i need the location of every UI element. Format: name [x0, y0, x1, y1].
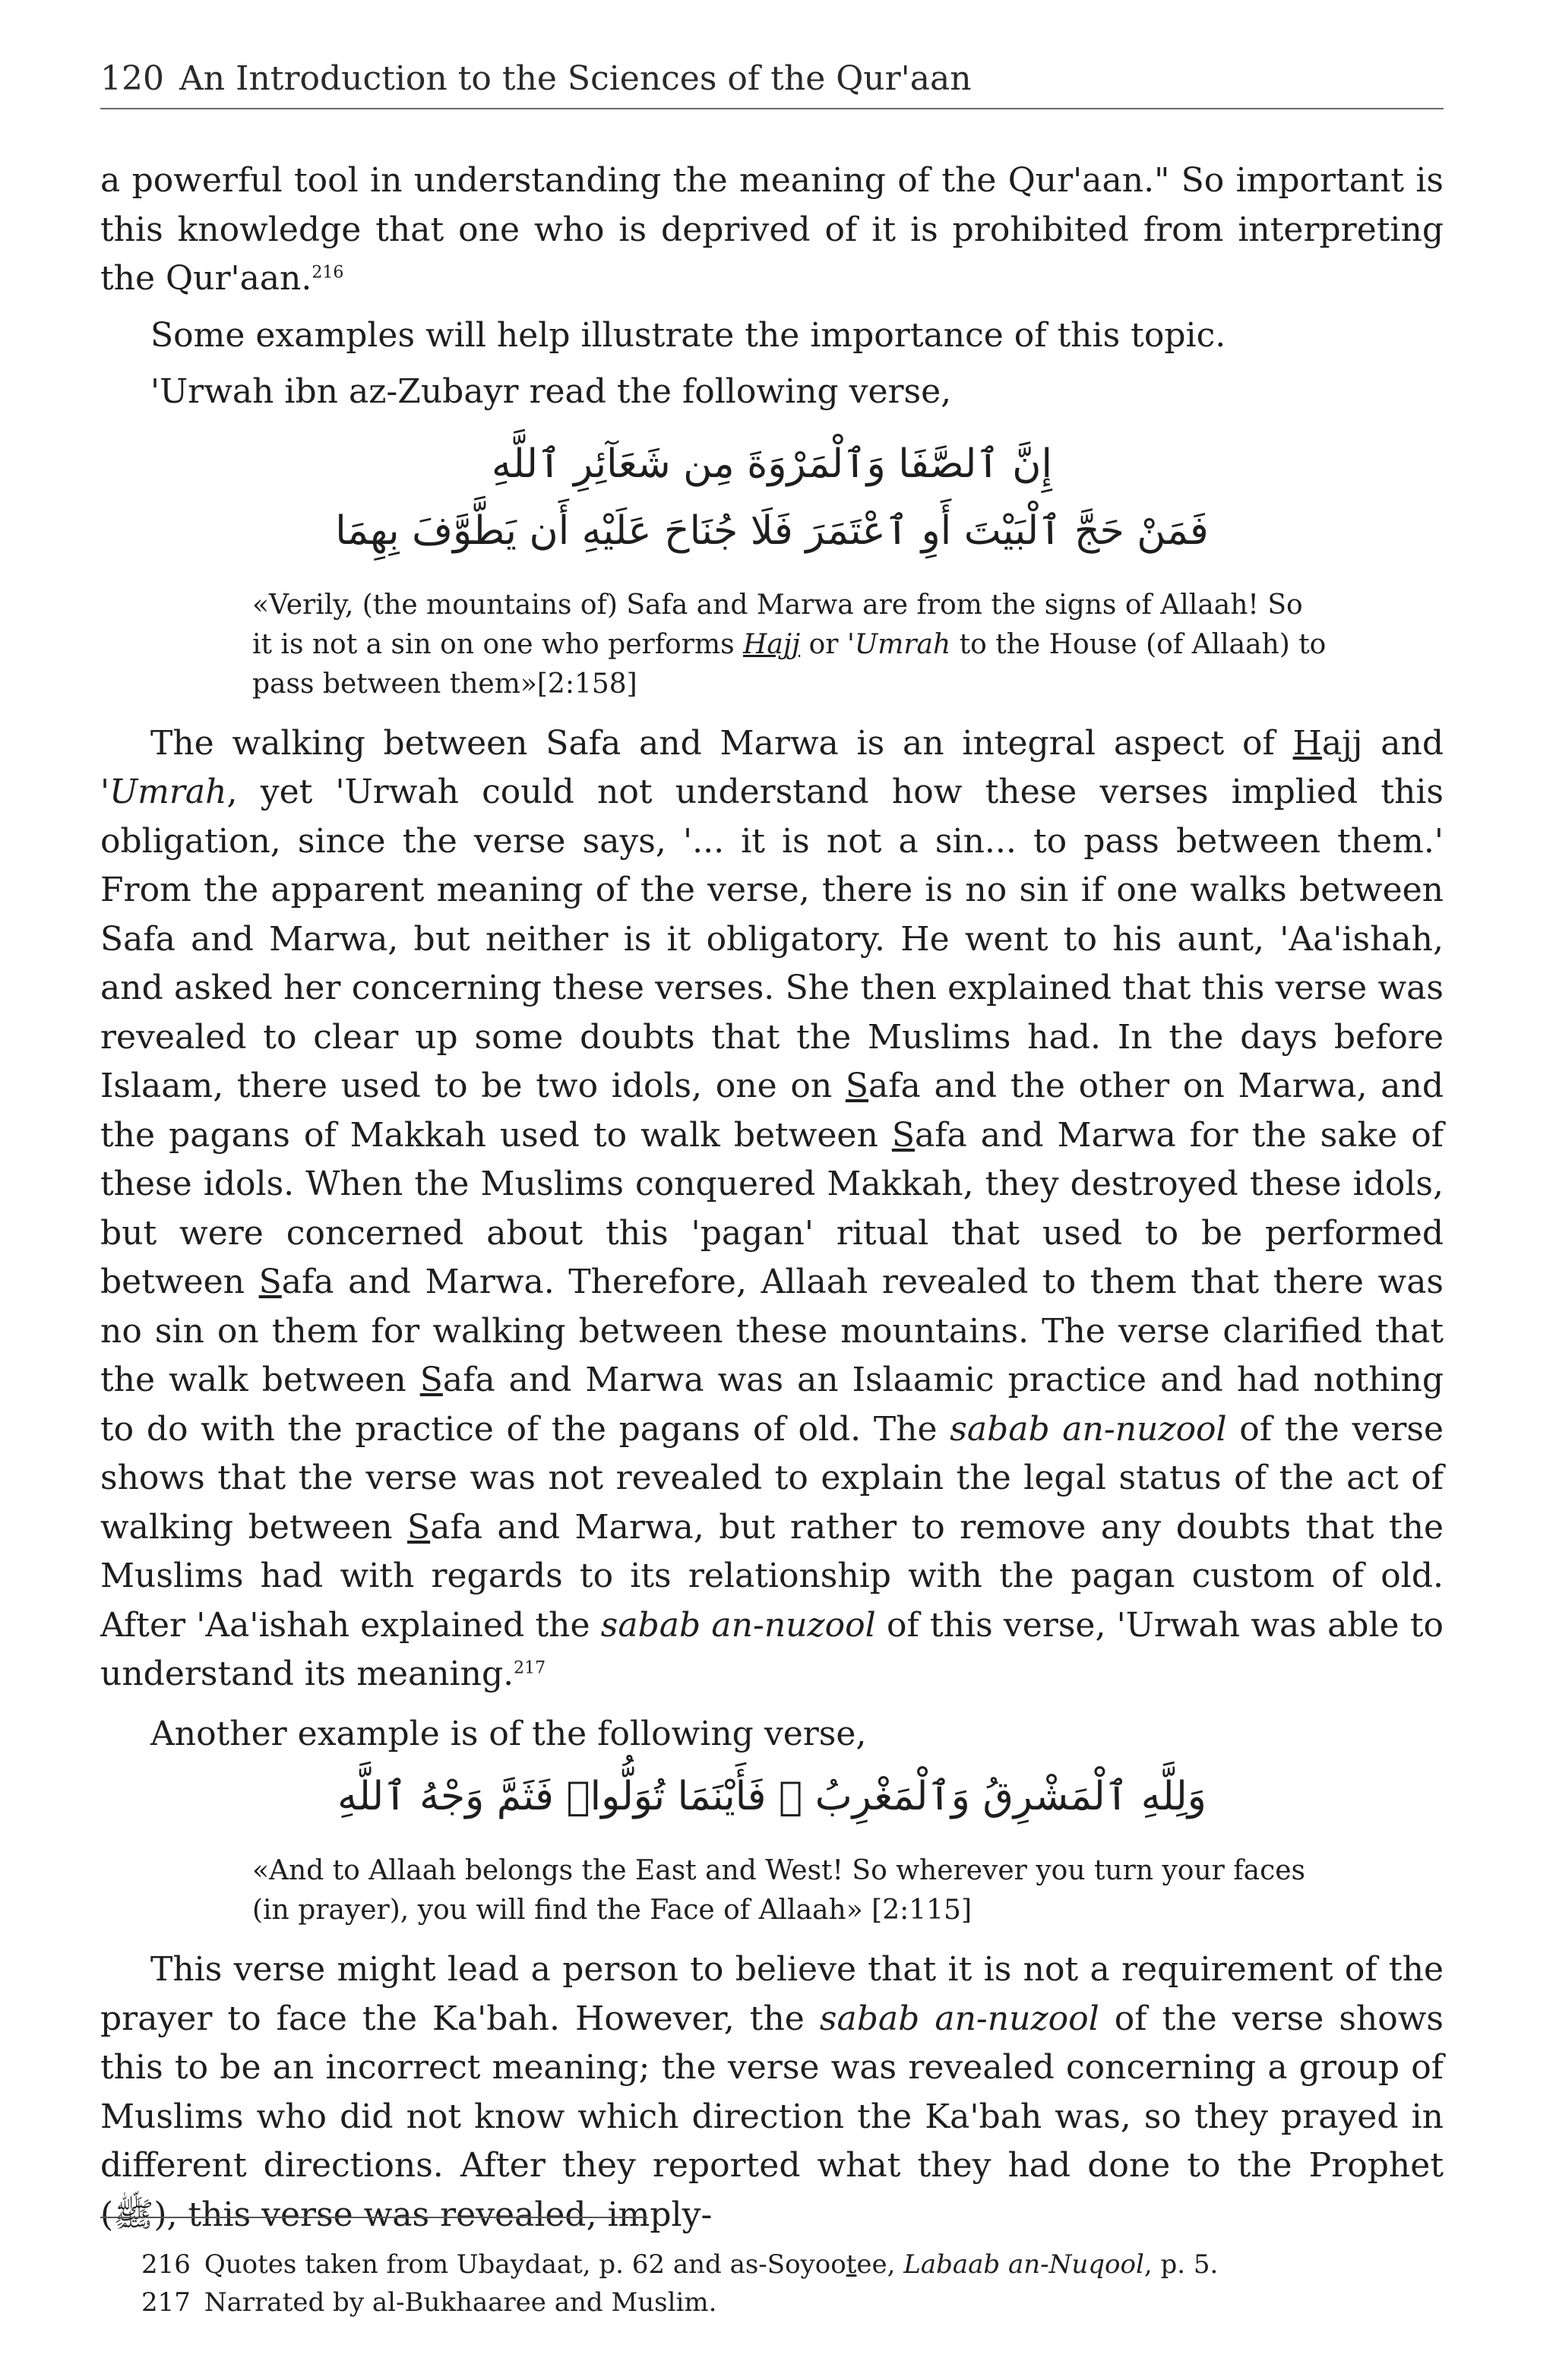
paragraph-6: This verse might lead a person to believe that it is not a requirement of the prayer to face the Ka'bah. However, the sabab an-nuzool of the verse shows this to be an incorrect meaning; the verse was revealed concerning a group of Muslims who did not know which direction the Ka'bah was, so they prayed in different directions. After they reported what they had done to the Prophet (ﷺ), this verse was revealed, imply- [100, 1950, 1444, 2234]
verse-block-1 [100, 431, 1444, 704]
paragraph-1: a powerful tool in understanding the meaning of the Qur'aan." So important is this knowledge that one who is deprived of it is prohibited from interpreting the Qur'aan.$^{216}$ [100, 161, 1444, 298]
verse-translation-2: «And to Allaah belongs the East and West! So wherever you turn your faces (in prayer), you will find the Face of Allaah» [2:115] [252, 1855, 1306, 1926]
verse-block-2 [100, 1763, 1444, 1930]
paragraph-3: 'Urwah ibn az-Zubayr read the following verse, [150, 372, 952, 411]
main-text [100, 156, 1444, 2239]
footnotes [141, 2246, 1433, 2322]
footnote-divider [100, 2217, 647, 2218]
arabic-verse-line-1: إِنَّ ٱلصَّفَا وَٱلْمَرْوَةَ مِن شَعَآئِرِ ٱللَّهِ [492, 441, 1052, 487]
footnote-ref-217: 217 [514, 1658, 546, 1678]
paragraph-2: Some examples will help illustrate the importance of this topic. [150, 315, 1226, 355]
footnote-216: 216 Quotes taken from Ubaydaat, p. 62 and as-Soyootee, Labaab an-Nuqool, p. 5. [141, 2249, 1219, 2280]
verse-translation-1: «Verily, (the mountains of) Safa and Marwa are from the signs of Allaah! So it is not a sin on one who performs Hajj or 'Umrah to the House (of Allaah) to pass between them»[2:158] [252, 589, 1327, 700]
running-header [100, 58, 1444, 109]
running-title: An Introduction to the Sciences of the Qur'aan [179, 59, 972, 98]
page-number: 120 [100, 59, 164, 98]
footnote-ref-216: 216 [312, 263, 344, 283]
footnote-217: 217 Narrated by al-Bukhaaree and Muslim. [141, 2287, 717, 2318]
paragraph-5: Another example is of the following verse, [150, 1714, 867, 1753]
arabic-verse-2: وَلِلَّهِ ٱلْمَشْرِقُ وَٱلْمَغْرِبُ ۚ فَأَيْنَمَا تُوَلُّوا۟ فَثَمَّ وَجْهُ ٱللَّهِ [337, 1774, 1207, 1819]
paragraph-4: The walking between Safa and Marwa is an integral aspect of Hajj and 'Umrah, yet 'Urwah could not understand how these verses implied this obligation, since the verse says, '... it is not a sin... to pass between them.' From the apparent meaning of the verse, there is no sin if one walks between Safa and Marwa, but neither is it obligatory. He went to his aunt, 'Aa'ishah, and asked her concerning these verses. She then explained that this verse was revealed to clear up some doubts that the Muslims had. In the days before Islaam, there used to be two idols, one on Safa and the other on Marwa, and the pagans of Makkah used to walk between Safa and Marwa for the sake of these idols. When the Muslims conquered Makkah, they destroyed these idols, but were concerned about this 'pagan' ritual that used to be performed between Safa and Marwa. Therefore, Allaah revealed to them that there was no sin on them for walking between these mountains. The verse clarified that the walk between Safa and Marwa was an Islaamic practice and had nothing to do with the practice of the pagans of old. The sabab an-nuzool of the verse shows that the verse was not revealed to explain the legal status of the act of walking between Safa and Marwa, but rather to remove any doubts that the Muslims had with regards to its relationship with the pagan custom of old. After 'Aa'ishah explained the sabab an-nuzool of this verse, 'Urwah was able to understand its meaning.$^{217}$ [100, 723, 1444, 1693]
arabic-verse-line-2: فَمَنْ حَجَّ ٱلْبَيْتَ أَوِ ٱعْتَمَرَ فَلَا جُنَاحَ عَلَيْهِ أَن يَطَّوَّفَ بِهِمَا [335, 507, 1209, 554]
